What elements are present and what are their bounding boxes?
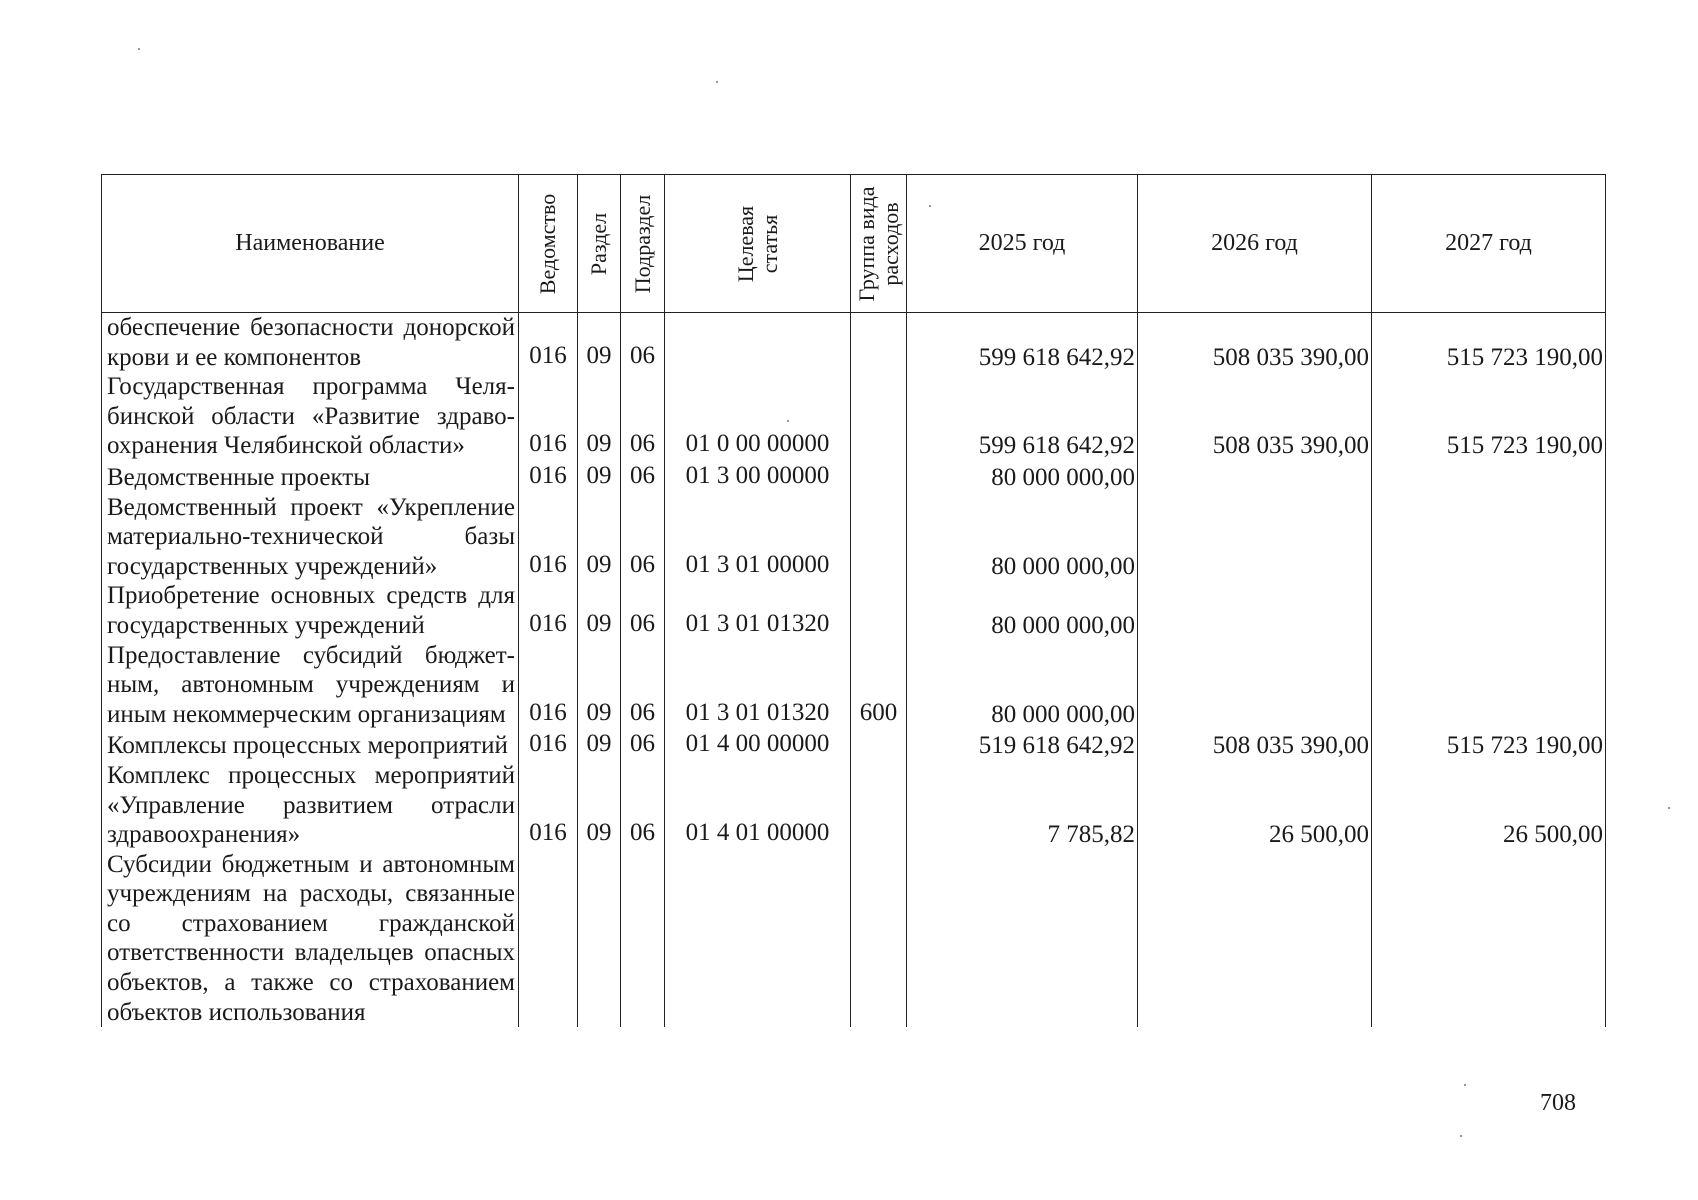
cell-department: 016 — [519, 372, 578, 461]
header-name: Наименование — [102, 175, 519, 313]
cell-amount-2025: 80 000 000,00 — [907, 641, 1138, 730]
cell-department: 016 — [519, 729, 578, 761]
cell-amount-2026: 508 035 390,00 — [1138, 372, 1372, 461]
cell-expense-group — [851, 761, 907, 850]
cell-expense-group — [851, 313, 907, 373]
table-row — [102, 372, 1606, 461]
table-row — [102, 850, 1606, 1028]
cell-section: 09 — [578, 313, 621, 373]
cell-name: Приобретение основных средств для государственных учреждений — [102, 581, 519, 640]
cell-amount-2026 — [1138, 850, 1372, 1028]
header-expense-group-line1: Группа вида — [853, 186, 879, 301]
header-expense-group-label — [855, 186, 903, 301]
cell-expense-group: 600 — [851, 641, 907, 730]
cell-subsection: 06 — [621, 493, 665, 582]
scan-speck — [787, 420, 789, 422]
cell-expense-group — [851, 581, 907, 640]
table-header — [102, 175, 1606, 313]
cell-name: Ведомственные проекты — [102, 461, 519, 493]
cell-amount-2025: 519 618 642,92 — [907, 729, 1138, 761]
cell-name: Предоставление субсидий бюджетным, автономным учреждениям и иным некоммерческим организациям — [102, 641, 519, 730]
cell-department: 016 — [519, 761, 578, 850]
cell-target-article — [665, 313, 851, 373]
cell-name: Ведомственный проект «Укрепление материально-технической базы государственных учреждений» — [102, 493, 519, 582]
table-body — [102, 313, 1606, 1028]
cell-subsection: 06 — [621, 641, 665, 730]
header-section-label: Раздел — [586, 212, 611, 275]
cell-section: 09 — [578, 461, 621, 493]
cell-department: 016 — [519, 461, 578, 493]
header-subsection-label: Подраздел — [629, 194, 655, 293]
cell-amount-2026: 508 035 390,00 — [1138, 313, 1372, 373]
cell-name: Субсидии бюджетным и автономным учреждениям на расходы, связанные со страхованием гражданской ответственности владельцев опасных объектов, а также со страхованием объектов использования — [102, 850, 519, 1028]
header-subsection — [621, 175, 665, 313]
table-row — [102, 761, 1606, 850]
header-target-article — [665, 175, 851, 313]
cell-amount-2027 — [1372, 493, 1606, 582]
cell-name: обеспечение безопасности донорской крови и ее компонентов — [102, 313, 519, 373]
cell-name: Комплексы процессных мероприятий — [102, 729, 519, 761]
header-target-article-label — [734, 205, 782, 281]
cell-amount-2027 — [1372, 581, 1606, 640]
cell-subsection: 06 — [621, 313, 665, 373]
cell-amount-2026 — [1138, 493, 1372, 582]
page-number: 708 — [1540, 1090, 1576, 1116]
cell-amount-2027 — [1372, 641, 1606, 730]
cell-subsection: 06 — [621, 761, 665, 850]
scan-speck — [1464, 1084, 1466, 1086]
cell-amount-2026: 508 035 390,00 — [1138, 729, 1372, 761]
cell-section: 09 — [578, 372, 621, 461]
cell-subsection — [621, 850, 665, 1028]
cell-amount-2026 — [1138, 581, 1372, 640]
cell-amount-2027: 515 723 190,00 — [1372, 372, 1606, 461]
cell-target-article — [665, 850, 851, 1028]
cell-target-article: 01 0 00 00000 — [665, 372, 851, 461]
cell-amount-2027: 515 723 190,00 — [1372, 729, 1606, 761]
cell-target-article: 01 3 00 00000 — [665, 461, 851, 493]
cell-amount-2025: 599 618 642,92 — [907, 372, 1138, 461]
scan-speck — [1460, 1135, 1462, 1137]
cell-amount-2025: 80 000 000,00 — [907, 581, 1138, 640]
header-target-line2: статья — [756, 214, 782, 273]
header-department-label: Ведомство — [535, 193, 560, 294]
cell-subsection: 06 — [621, 372, 665, 461]
cell-amount-2025: 7 785,82 — [907, 761, 1138, 850]
cell-section: 09 — [578, 493, 621, 582]
cell-expense-group — [851, 372, 907, 461]
cell-section: 09 — [578, 641, 621, 730]
cell-section: 09 — [578, 761, 621, 850]
header-year-2027: 2027 год — [1372, 175, 1606, 313]
scan-speck — [138, 48, 140, 50]
cell-amount-2026 — [1138, 641, 1372, 730]
header-target-line1: Целевая — [732, 205, 758, 282]
cell-amount-2026 — [1138, 461, 1372, 493]
scan-speck — [1668, 807, 1670, 809]
cell-department: 016 — [519, 641, 578, 730]
budget-table — [101, 174, 1606, 1027]
cell-department: 016 — [519, 493, 578, 582]
cell-target-article: 01 4 00 00000 — [665, 729, 851, 761]
cell-amount-2026: 26 500,00 — [1138, 761, 1372, 850]
cell-expense-group — [851, 729, 907, 761]
cell-target-article: 01 3 01 01320 — [665, 641, 851, 730]
cell-department — [519, 850, 578, 1028]
cell-subsection: 06 — [621, 461, 665, 493]
header-row — [102, 175, 1606, 313]
cell-target-article: 01 3 01 01320 — [665, 581, 851, 640]
header-year-2026: 2026 год — [1138, 175, 1372, 313]
cell-section: 09 — [578, 581, 621, 640]
header-expense-group-line2: расходов — [877, 201, 903, 286]
table-row — [102, 493, 1606, 582]
cell-section: 09 — [578, 729, 621, 761]
table-row — [102, 729, 1606, 761]
cell-amount-2027 — [1372, 461, 1606, 493]
cell-subsection: 06 — [621, 729, 665, 761]
cell-amount-2025 — [907, 850, 1138, 1028]
cell-amount-2025: 80 000 000,00 — [907, 461, 1138, 493]
table-row — [102, 581, 1606, 640]
scan-speck — [929, 205, 931, 207]
header-expense-group — [851, 175, 907, 313]
table-row — [102, 641, 1606, 730]
header-year-2025: 2025 год — [907, 175, 1138, 313]
cell-name: Комплекс процессных мероприятий «Управление развитием отрасли здравоохранения» — [102, 761, 519, 850]
header-section — [578, 175, 621, 313]
cell-expense-group — [851, 461, 907, 493]
table-row — [102, 461, 1606, 493]
cell-amount-2027 — [1372, 850, 1606, 1028]
cell-name: Государственная программа Челябинской области «Развитие здравоохранения Челябинской области» — [102, 372, 519, 461]
cell-section — [578, 850, 621, 1028]
cell-target-article: 01 3 01 00000 — [665, 493, 851, 582]
cell-amount-2027: 26 500,00 — [1372, 761, 1606, 850]
cell-target-article: 01 4 01 00000 — [665, 761, 851, 850]
cell-expense-group — [851, 850, 907, 1028]
header-department — [519, 175, 578, 313]
table-row — [102, 313, 1606, 373]
cell-expense-group — [851, 493, 907, 582]
cell-amount-2025: 80 000 000,00 — [907, 493, 1138, 582]
cell-department: 016 — [519, 581, 578, 640]
cell-amount-2027: 515 723 190,00 — [1372, 313, 1606, 373]
cell-amount-2025: 599 618 642,92 — [907, 313, 1138, 373]
scan-speck — [716, 81, 718, 83]
cell-subsection: 06 — [621, 581, 665, 640]
cell-department: 016 — [519, 313, 578, 373]
